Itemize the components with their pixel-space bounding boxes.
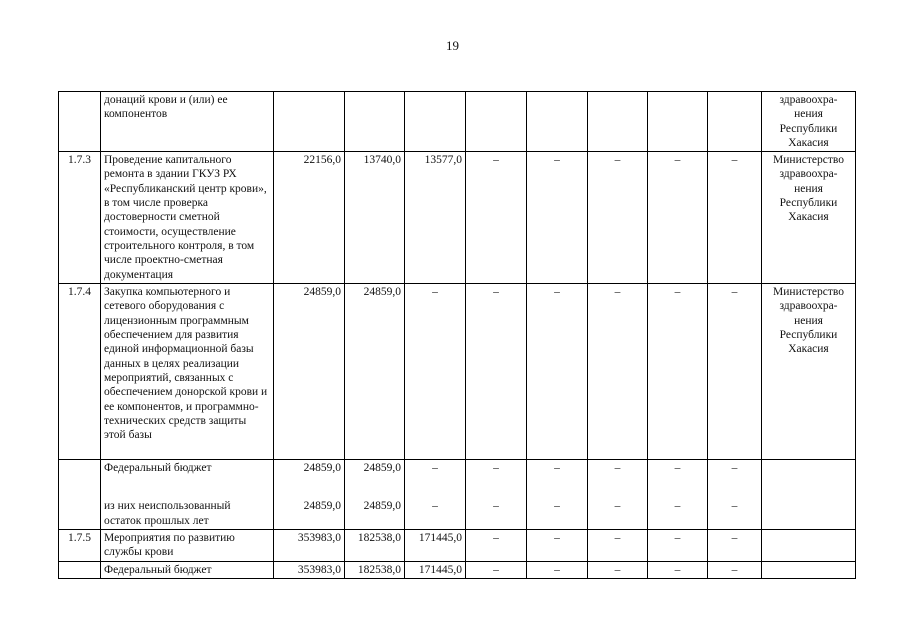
value-year-3: – <box>466 284 527 460</box>
value-year-3 <box>466 92 527 152</box>
value-year-4: – <box>527 530 588 562</box>
table-row <box>59 460 856 530</box>
value-year-1: 13740,0 <box>345 152 405 284</box>
value-year-4: – <box>527 561 588 578</box>
value-year-2: – <box>405 284 466 460</box>
value-year-5 <box>588 92 648 152</box>
table-row <box>59 284 856 460</box>
value-year-5: – <box>588 284 648 460</box>
executor-text: здравоохра- нения Республики Хакасия <box>779 94 838 149</box>
value-year-6: – <box>648 284 708 460</box>
value-year-4-unused: – <box>554 500 560 513</box>
executor <box>762 530 856 562</box>
table-row <box>59 530 856 562</box>
value-year-3: – <box>466 561 527 578</box>
program-table <box>58 91 856 579</box>
value-year-5-federal: – <box>614 462 621 475</box>
value-year-2: 171445,0 <box>405 561 466 578</box>
unused-remainder-label: из них неиспользованный остаток прошлых лет <box>104 500 231 527</box>
row-description: донаций крови и (или) ее компонентов <box>101 92 274 152</box>
value-total: 353983,0 <box>274 530 345 562</box>
row-description: Проведение капитального ремонта в здании ГКУЗ РХ «Республиканский центр крови», в том числе проверка достоверности сметной стоимости, осуществление строительного контроля, в том числе проектно-сметная документация <box>101 152 274 284</box>
value-year-6 <box>648 92 708 152</box>
value-year-3: – <box>466 530 527 562</box>
value-year-7-unused: – <box>731 500 738 513</box>
value-year-7-federal: – <box>731 462 738 475</box>
value-year-4 <box>527 460 588 530</box>
table-row <box>59 152 856 284</box>
value-year-7: – <box>708 561 762 578</box>
row-number: 1.7.3 <box>59 152 101 284</box>
value-total-federal: 24859,0 <box>303 462 341 475</box>
value-total: 353983,0 <box>274 561 345 578</box>
value-year-5-unused: – <box>614 500 621 513</box>
row-description: Мероприятия по развитию службы крови <box>101 530 274 562</box>
value-total: 24859,0 <box>274 284 345 460</box>
value-year-1 <box>345 92 405 152</box>
budget-source-label: Федеральный бюджет <box>104 462 212 475</box>
executor <box>762 284 856 460</box>
value-year-2-unused: – <box>432 500 438 513</box>
value-year-6-federal: – <box>674 462 681 475</box>
executor-text: Министерство здравоохра- нения Республики Хакасия <box>773 286 844 356</box>
value-year-1: 182538,0 <box>345 530 405 562</box>
value-year-4-federal: – <box>554 462 560 475</box>
value-year-1-federal: 24859,0 <box>363 462 401 475</box>
row-number: 1.7.5 <box>59 530 101 562</box>
value-year-4: – <box>527 284 588 460</box>
value-year-2: 171445,0 <box>405 530 466 562</box>
value-year-2 <box>405 92 466 152</box>
row-number: 1.7.4 <box>59 284 101 460</box>
row-description: Закупка компьютерного и сетевого оборудования с лицензионным программным обеспечением для развития единой информационной базы данных в целях реализации мероприятий, связанных с обеспечением донорской крови и ее компонентов, и программно-технических средств защиты этой базы <box>101 284 274 460</box>
value-year-1: 182538,0 <box>345 561 405 578</box>
value-total: 22156,0 <box>274 152 345 284</box>
value-year-7 <box>708 92 762 152</box>
value-year-7: – <box>708 530 762 562</box>
value-year-6 <box>648 460 708 530</box>
row-description: Федеральный бюджет <box>101 561 274 578</box>
value-year-5: – <box>588 152 648 284</box>
row-description <box>101 460 274 530</box>
value-year-1 <box>345 460 405 530</box>
value-year-3-federal: – <box>493 462 499 475</box>
value-year-4: – <box>527 152 588 284</box>
table-row <box>59 92 856 152</box>
value-year-3 <box>466 460 527 530</box>
value-year-4 <box>527 92 588 152</box>
row-number <box>59 561 101 578</box>
value-year-6-unused: – <box>674 500 681 513</box>
value-year-7: – <box>708 284 762 460</box>
value-year-6: – <box>648 561 708 578</box>
value-year-1: 24859,0 <box>345 284 405 460</box>
value-year-7: – <box>708 152 762 284</box>
value-year-5 <box>588 460 648 530</box>
value-year-2-federal: – <box>432 462 438 475</box>
executor <box>762 152 856 284</box>
executor-text: Министерство здравоохра- нения Республики Хакасия <box>773 154 844 224</box>
value-year-6: – <box>648 530 708 562</box>
table-row <box>59 561 856 578</box>
executor <box>762 92 856 152</box>
executor <box>762 561 856 578</box>
value-year-7 <box>708 460 762 530</box>
page-number: 19 <box>446 38 459 53</box>
value-year-5: – <box>588 561 648 578</box>
value-year-6: – <box>648 152 708 284</box>
row-number <box>59 460 101 530</box>
executor <box>762 460 856 530</box>
value-year-3: – <box>466 152 527 284</box>
value-year-2 <box>405 460 466 530</box>
value-year-1-unused: 24859,0 <box>363 500 401 513</box>
value-year-5: – <box>588 530 648 562</box>
value-total <box>274 92 345 152</box>
row-number <box>59 92 101 152</box>
value-total <box>274 460 345 530</box>
value-year-3-unused: – <box>493 500 499 513</box>
value-total-unused: 24859,0 <box>303 500 341 513</box>
value-year-2: 13577,0 <box>405 152 466 284</box>
